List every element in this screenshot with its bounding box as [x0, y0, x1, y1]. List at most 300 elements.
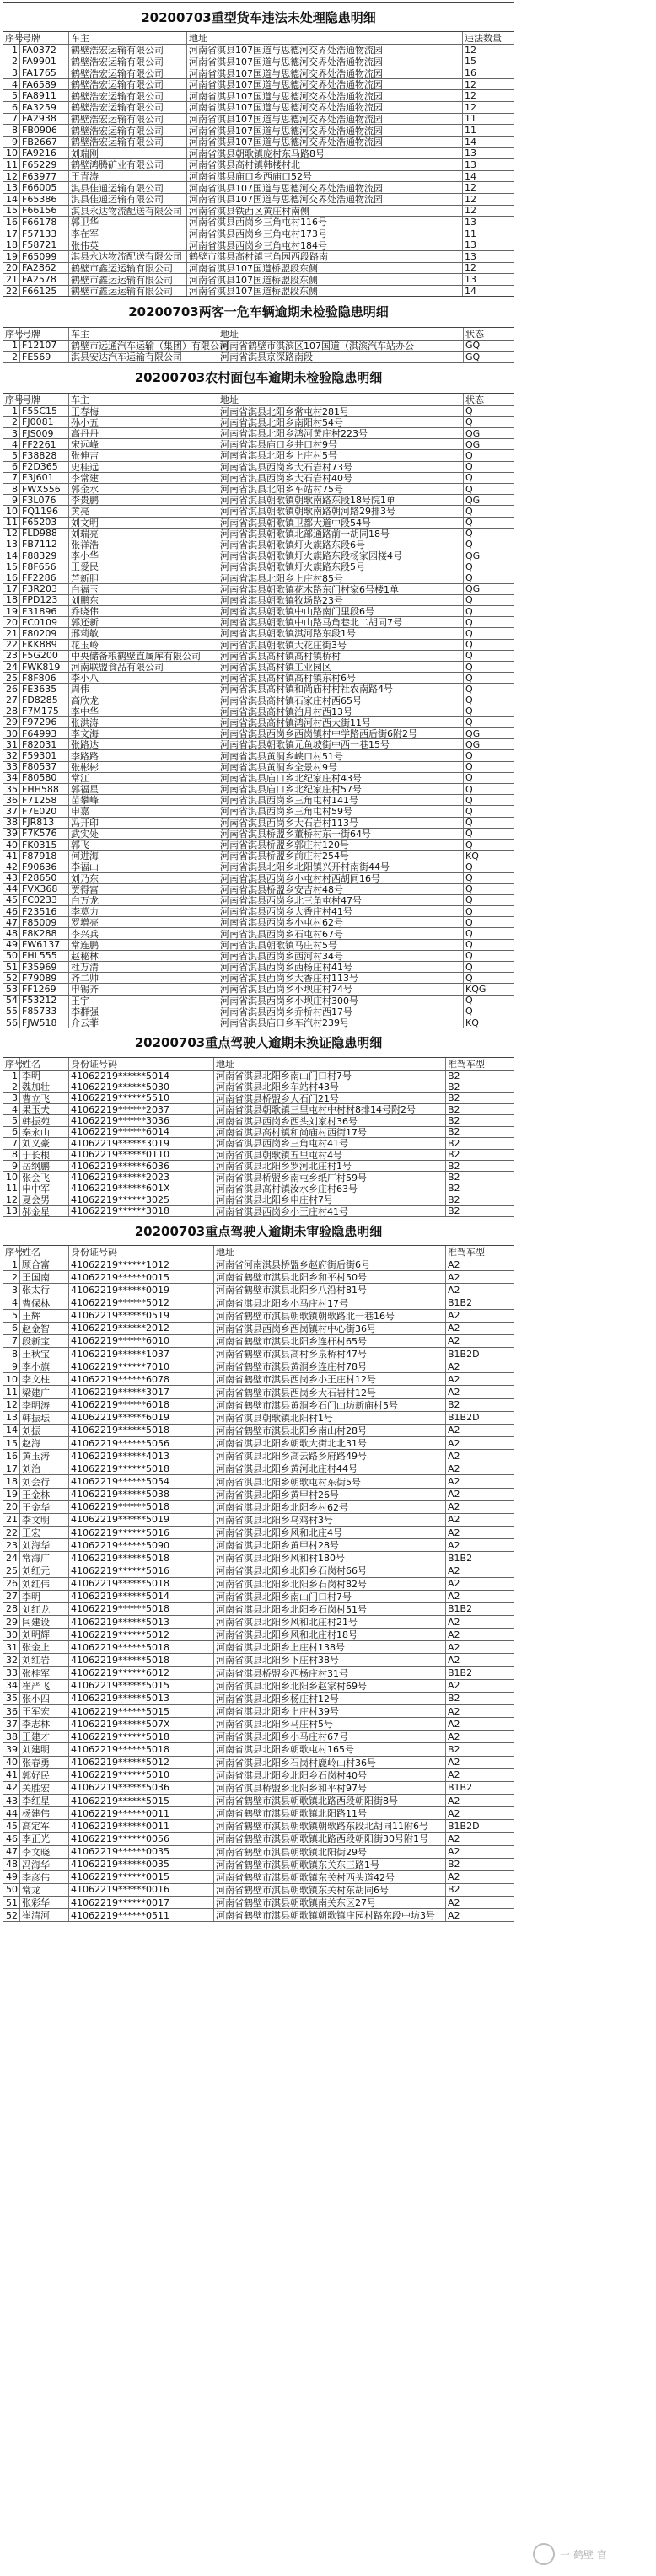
table-cell: 河南省淇县庙口乡井口村9号: [218, 439, 464, 449]
table-cell: 河南省淇县北阳乡北阳乡石岗村40号: [214, 1769, 446, 1781]
table-cell: 顾合富: [20, 1258, 69, 1270]
table-cell: 淇县佳通运输有限公司: [69, 182, 187, 193]
table-cell: 段新宝: [20, 1335, 69, 1347]
table-cell: 河南省淇县黄洞乡峡口村51号: [218, 750, 464, 760]
table-cell: FA2862: [20, 263, 69, 274]
table-cell: 2: [3, 1271, 20, 1283]
table-cell: 河南省淇县北阳乡朝歌屯村165号: [214, 1743, 446, 1755]
table-cell: 34: [3, 1680, 20, 1692]
table-cell: A2: [448, 1909, 460, 1921]
table-cell: 41062219******507X: [69, 1718, 214, 1730]
header-cell: 序号: [5, 1247, 24, 1258]
table-cell: 7: [3, 114, 20, 125]
table-cell: 刘海华: [20, 1539, 69, 1551]
table-cell: 鹤壁市鑫运运输有限公司: [69, 286, 187, 297]
table-cell: 27: [3, 695, 20, 706]
table-cell: 41062219******0011: [69, 1820, 214, 1832]
table-cell: 高丹丹: [69, 428, 218, 438]
table-cell: Q: [465, 572, 473, 584]
table-cell: 张祥浩: [69, 539, 218, 550]
table-cell: 刘治: [20, 1462, 69, 1474]
table-cell: Q: [465, 761, 473, 773]
table-cell: 34: [3, 773, 20, 783]
table-cell: 52: [3, 973, 20, 983]
table-cell: 李明: [20, 1591, 69, 1602]
table-cell: A2: [448, 1360, 460, 1372]
table-cell: 黄亮: [69, 506, 218, 516]
table-cell: 李文晓: [20, 1846, 69, 1858]
table-cell: 12: [3, 171, 20, 182]
table-cell: 贾得富: [69, 884, 218, 894]
table-cell: 河南省淇县桥盟乡西杨庄村31号: [214, 1667, 446, 1679]
table-cell: 河南省淇县北阳乡上庄村85号: [218, 572, 464, 582]
table-cell: 27: [3, 1591, 20, 1602]
table-cell: FJS009: [20, 428, 69, 438]
table-cell: 韩振苑: [20, 1115, 69, 1125]
table-cell: 44: [3, 1807, 20, 1819]
table-cell: 19: [3, 606, 20, 616]
table-cell: F7M175: [20, 706, 69, 716]
table-cell: 河南省淇县西岗乡西河村34号: [218, 951, 464, 961]
table-cell: 52: [3, 1909, 20, 1921]
table-cell: F71258: [20, 795, 69, 805]
table-row: [3, 1718, 514, 1731]
table-cell: 鹤壁浩宏运输有限公司: [69, 90, 187, 101]
table-cell: 河南省鹤壁市淇县朝歌镇北阳路11号: [214, 1807, 446, 1819]
table-cell: 刘乃东: [69, 873, 218, 883]
table-cell: 3: [3, 428, 20, 438]
table-cell: 史桂远: [69, 462, 218, 472]
table-cell: 罗增亮: [69, 917, 218, 927]
table-cell: FA3259: [20, 102, 69, 113]
table-cell: FE3635: [20, 684, 69, 694]
table-cell: 河南省淇县高村镇泊月村西13号: [218, 706, 464, 716]
table-cell: 41062219******5054: [69, 1475, 214, 1487]
table-cell: 齐二帅: [69, 973, 218, 983]
table-cell: Q: [465, 750, 473, 762]
table-cell: 22: [3, 1527, 20, 1538]
table-cell: 河南省淇县107国道与思德河交界处浩通物流园: [187, 56, 463, 67]
table-cell: 12: [3, 1194, 20, 1205]
table-cell: B1B2: [448, 1297, 473, 1309]
table-row: [3, 1680, 514, 1693]
watermark-logo-icon: [533, 2543, 555, 2565]
table-cell: Q: [465, 916, 473, 928]
table-cell: Q: [465, 627, 473, 639]
table-cell: 9: [3, 495, 20, 505]
table-cell: 魏加壮: [20, 1081, 69, 1092]
table-cell: F53212: [20, 996, 69, 1006]
table-cell: 41062219******5013: [69, 1693, 214, 1704]
table-row: [3, 1399, 514, 1412]
section-4: [3, 1028, 514, 1217]
table-cell: Q: [465, 706, 473, 717]
header-cell: 车主: [69, 32, 187, 44]
table-row: [3, 1360, 514, 1373]
table-cell: QG: [465, 583, 481, 595]
table-cell: 崔严飞: [20, 1680, 69, 1692]
table-cell: 41062219******0035: [69, 1846, 214, 1858]
table-cell: 河南省淇县107国道桥盟段东侧: [187, 286, 463, 297]
table-cell: 41062219******6014: [69, 1127, 214, 1137]
table-cell: 河南省淇县北阳乡高云路乡府路49号: [214, 1450, 446, 1462]
table-row: [3, 1323, 514, 1335]
table-cell: 41062219******5019: [69, 1514, 214, 1526]
table-cell: 11: [3, 518, 20, 528]
table-cell: 王金林: [20, 1489, 69, 1500]
table-cell: 河南省淇县黄洞乡全景村9号: [218, 762, 464, 772]
table-cell: Q: [465, 505, 473, 517]
table-cell: 41062219******5018: [69, 1462, 214, 1474]
table-cell: 崔清河: [20, 1909, 69, 1921]
table-cell: 13: [465, 148, 476, 159]
table-cell: A2: [448, 1527, 460, 1538]
table-cell: 45: [3, 895, 20, 905]
table-cell: QG: [465, 738, 481, 750]
table-row: [3, 1654, 514, 1666]
table-cell: 13: [3, 182, 20, 193]
table-cell: Q: [465, 995, 473, 1006]
table-cell: 41062219******6012: [69, 1667, 214, 1679]
table-cell: 41062219******5015: [69, 1705, 214, 1717]
table-cell: 12: [465, 44, 476, 56]
table-cell: Q: [465, 905, 473, 917]
table-cell: 13: [465, 250, 476, 262]
table-cell: Q: [465, 449, 473, 461]
table-cell: 河南省淇县庙口乡北纪家庄村57号: [218, 784, 464, 794]
table-cell: 淇县安达汽车运输有限公司: [69, 352, 218, 362]
table-cell: 33: [3, 1667, 20, 1679]
table-row: [3, 1296, 514, 1309]
table-cell: 17: [3, 1462, 20, 1474]
table-cell: 河南省淇县107国道与思德河交界处浩通物流园: [187, 45, 463, 56]
table-cell: 高定军: [20, 1820, 69, 1832]
table-cell: 41062219******5016: [69, 1564, 214, 1576]
table-cell: FPD123: [20, 595, 69, 605]
table-cell: 35: [3, 1693, 20, 1704]
table-cell: 常江: [69, 773, 218, 783]
table-cell: 13: [3, 539, 20, 550]
table-cell: 郭飞: [69, 840, 218, 850]
table-row: [3, 1489, 514, 1501]
table-cell: A2: [448, 1680, 460, 1692]
table-cell: 41: [3, 851, 20, 861]
table-cell: 19: [3, 1489, 20, 1500]
table-cell: 河南省淇县西岗乡小坝庄村300号: [218, 996, 464, 1006]
table-cell: 2: [3, 417, 20, 427]
table-cell: 河南省淇县朝歌镇卫都大道中段54号: [218, 518, 464, 528]
table-cell: 42: [3, 1782, 20, 1794]
table-cell: 48: [3, 1859, 20, 1870]
table-cell: B2: [448, 1070, 460, 1081]
table-cell: 李彦伟: [20, 1871, 69, 1883]
table-cell: 李群强: [69, 1006, 218, 1017]
header-cell: 序号: [5, 1058, 24, 1070]
table-cell: FA8911: [20, 90, 69, 101]
table-cell: FHH588: [20, 784, 69, 794]
table-cell: 河南省淇县北阳乡车站村43号: [214, 1081, 446, 1092]
table-cell: 河南省淇县高村镇鸿河村西大街11号: [218, 717, 464, 727]
table-cell: 申中军: [20, 1183, 69, 1194]
table-row: [3, 1552, 514, 1564]
table-cell: 41062219******5010: [69, 1769, 214, 1781]
table-cell: F58721: [20, 239, 69, 250]
table-cell: 河南省淇县西岗乡小屯村62号: [218, 917, 464, 927]
header-cell: 序号: [5, 328, 24, 340]
table-cell: 河南省淇县北阳乡申庄村7号: [214, 1194, 446, 1205]
table-cell: 41062219******5015: [69, 1795, 214, 1806]
table-cell: 41062219******5014: [69, 1071, 214, 1081]
table-cell: 河南省淇县北阳乡南阳村54号: [218, 417, 464, 427]
table-cell: FA9901: [20, 56, 69, 67]
table-cell: A2: [448, 1564, 460, 1576]
table-cell: FJ0081: [20, 417, 69, 427]
table-cell: 王金华: [20, 1501, 69, 1513]
table-cell: 41062219******0015: [69, 1271, 214, 1283]
table-cell: 郭好民: [20, 1769, 69, 1781]
table-cell: 26: [3, 1578, 20, 1590]
table-cell: 刘鹏东: [69, 595, 218, 605]
table-cell: Q: [465, 961, 473, 973]
table-cell: 41062219******5018: [69, 1743, 214, 1755]
table-cell: 50: [3, 951, 20, 961]
table-cell: 河南省淇县朝歌镇马庄村5号: [218, 940, 464, 950]
table-cell: 41062219******0110: [69, 1150, 214, 1160]
table-cell: B2: [448, 1092, 460, 1104]
table-cell: 41062219******1012: [69, 1258, 214, 1270]
table-cell: 河南省淇县朝歌镇庞村东马路8号: [187, 148, 463, 158]
table-cell: 河南省淇县朝歌镇牧场路23号: [218, 595, 464, 605]
table-cell: 常海广: [20, 1552, 69, 1564]
section-title: 20200703重点驾驶人逾期未审验隐患明细: [3, 1216, 514, 1246]
table-cell: 16: [3, 1450, 20, 1462]
table-cell: 河南省淇县北阳乡小马庄村67号: [214, 1731, 446, 1742]
table-cell: 49: [3, 1871, 20, 1883]
table-cell: 王爱民: [69, 561, 218, 572]
table-cell: 41062219******0056: [69, 1833, 214, 1844]
table-cell: 3: [3, 67, 20, 78]
table-cell: 12: [465, 193, 476, 205]
table-row: [3, 1386, 514, 1398]
table-cell: Q: [465, 472, 473, 484]
table-row: [3, 1335, 514, 1348]
table-cell: F55C15: [20, 406, 69, 416]
header-cell: 状态: [465, 394, 484, 405]
table-row: [3, 1514, 514, 1527]
table-cell: 河南省淇县西岗乡大香庄村41号: [218, 906, 464, 916]
table-cell: 8: [3, 125, 20, 136]
table-cell: 41062219******5012: [69, 1757, 214, 1768]
table-cell: B2: [448, 1743, 460, 1755]
table-cell: A2: [448, 1450, 460, 1462]
table-cell: F79089: [20, 973, 69, 983]
table-cell: 河南省淇县西岗乡北三角屯村47号: [218, 895, 464, 905]
table-cell: A2: [448, 1373, 460, 1385]
table-cell: 12: [3, 529, 20, 539]
table-cell: 张路达: [69, 739, 218, 749]
table-cell: 花玉岭: [69, 640, 218, 650]
table-cell: 5: [3, 90, 20, 101]
table-cell: 郭福星: [69, 784, 218, 794]
table-cell: 河南省淇县107国道与思德河交界处浩通物流园: [187, 137, 463, 148]
table-row: [3, 1833, 514, 1845]
table-row: [3, 1909, 514, 1922]
table-cell: 李莫力: [69, 906, 218, 916]
table-cell: 41062219******5018: [69, 1501, 214, 1513]
table-cell: 41062219******6036: [69, 1161, 214, 1171]
table-cell: 河南省淇县西岗乡大香庄村113号: [218, 973, 464, 983]
table-row: [3, 1348, 514, 1360]
table-cell: 河南省淇县北阳乡黄甲村28号: [214, 1539, 446, 1551]
table-cell: A2: [448, 1475, 460, 1487]
section-title: 20200703农村面包车逾期未检验隐患明细: [3, 362, 514, 394]
table-cell: 41062219******5018: [69, 1641, 214, 1653]
table-cell: A2: [448, 1641, 460, 1653]
table-cell: 河南省鹤壁市淇县黄洞乡连庄村78号: [214, 1360, 446, 1372]
table-cell: 河南省淇县西岗乡西头刘家村36号: [214, 1115, 446, 1125]
table-cell: F66156: [20, 206, 69, 217]
table-cell: F31896: [20, 606, 69, 616]
table-cell: FF1269: [20, 984, 69, 994]
table-cell: 刘义豪: [20, 1138, 69, 1148]
table-cell: 14: [465, 285, 476, 297]
table-cell: 29: [3, 1616, 20, 1628]
table-cell: 12: [465, 262, 476, 274]
table-cell: Q: [465, 539, 473, 550]
table-row: [3, 1603, 514, 1616]
table-cell: Q: [465, 416, 473, 428]
table-cell: 梁建广: [20, 1386, 69, 1398]
table-cell: A2: [448, 1705, 460, 1717]
table-cell: A2: [448, 1387, 460, 1398]
table-cell: 33: [3, 762, 20, 772]
table-cell: A2: [448, 1335, 460, 1347]
table-cell: A2: [448, 1629, 460, 1640]
table-cell: 冯开印: [69, 818, 218, 828]
table-cell: F28650: [20, 873, 69, 883]
table-cell: 李常建: [69, 473, 218, 483]
table-cell: 7: [3, 1335, 20, 1347]
table-cell: 王宏: [20, 1527, 69, 1538]
table-cell: 41: [3, 1769, 20, 1781]
table-cell: 岳纲鹏: [20, 1161, 69, 1171]
table-cell: F38828: [20, 450, 69, 460]
table-cell: 46: [3, 906, 20, 916]
header-cell: 车主: [69, 328, 218, 340]
table-cell: 41062219******0019: [69, 1284, 214, 1296]
table-cell: 白万龙: [69, 895, 218, 905]
table-cell: 37: [3, 1718, 20, 1730]
table-cell: 李文海: [69, 728, 218, 738]
table-cell: FA9216: [20, 148, 69, 158]
table-cell: 河南省淇县西岗乡小王庄村41号: [214, 1206, 446, 1216]
table-cell: 12: [465, 90, 476, 102]
table-row: [3, 1578, 514, 1591]
table-cell: 冯海华: [20, 1859, 69, 1870]
table-cell: 47: [3, 1846, 20, 1858]
table-cell: 河南省淇县北阳乡马庄村5号: [214, 1718, 446, 1730]
table-cell: 28: [3, 706, 20, 716]
table-cell: Q: [465, 894, 473, 906]
table-cell: 河南省淇县107国道与思德河交界处浩通物流园: [187, 102, 463, 113]
table-cell: Q: [465, 594, 473, 606]
table-cell: 张彬彬: [69, 762, 218, 772]
table-cell: QG: [465, 438, 481, 450]
table-cell: FA6589: [20, 79, 69, 90]
table-cell: 4: [3, 79, 20, 90]
table-cell: 张太行: [20, 1284, 69, 1296]
table-cell: FF2261: [20, 439, 69, 449]
table-cell: 鹤壁市鑫运运输有限公司: [69, 263, 187, 274]
table-cell: A2: [448, 1616, 460, 1628]
table-cell: 李志林: [20, 1718, 69, 1730]
table-cell: Q: [465, 828, 473, 840]
table-cell: 45: [3, 1820, 20, 1832]
table-cell: 河南省鹤壁市淇县高村乡泉桥村47号: [214, 1348, 446, 1360]
table-cell: 38: [3, 1731, 20, 1742]
section-5: [3, 1216, 514, 1922]
table-cell: 河南省淇县西岗乡大石岩村113号: [218, 818, 464, 828]
table-cell: 河南省淇县107国道与思德河交界处浩通物流园: [187, 90, 463, 101]
table-cell: 河南省淇县107国道与思德河交界处浩通物流园: [187, 67, 463, 78]
table-cell: Q: [465, 716, 473, 728]
table-cell: F64993: [20, 728, 69, 738]
table-cell: 12: [465, 205, 476, 217]
table-cell: 50: [3, 1884, 20, 1896]
table-cell: 河南省淇县桥盟乡前庄村254号: [218, 851, 464, 861]
table-cell: B2: [448, 1884, 460, 1896]
table-cell: A2: [448, 1258, 460, 1270]
table-cell: 2: [3, 56, 20, 67]
table-cell: 21: [3, 1514, 20, 1526]
table-cell: 刘瑞亮: [69, 529, 218, 539]
table-cell: 河南省淇县朝歌镇淇河路东段1号: [218, 628, 464, 638]
section-3: [3, 362, 514, 1029]
table-cell: 河南省淇县庙口乡车汽村239号: [218, 1017, 464, 1028]
table-cell: 河南省鹤壁市淇县朝歌镇东关东三路1号: [214, 1859, 446, 1870]
table-cell: FLD988: [20, 529, 69, 539]
table-cell: 41062219******5012: [69, 1629, 214, 1640]
table-cell: F80209: [20, 628, 69, 638]
table-cell: 鹤壁浩宏运输有限公司: [69, 79, 187, 90]
table-cell: 7: [3, 1138, 20, 1148]
table-cell: 李红星: [20, 1795, 69, 1806]
table-cell: F3J601: [20, 473, 69, 483]
table-cell: 河南省淇县北阳乡北阳乡赵家村69号: [214, 1680, 446, 1692]
table-cell: Q: [465, 483, 473, 495]
table-cell: 29: [3, 717, 20, 727]
table-row: [3, 1425, 514, 1437]
table-cell: KQ: [465, 850, 479, 861]
table-cell: 河南省淇县北阳乡朝歌屯村东街5号: [214, 1475, 446, 1487]
table-cell: 河南省淇县107国道与思德河交界处浩通物流园: [187, 194, 463, 205]
table-cell: 介云菲: [69, 1017, 218, 1028]
table-row: [3, 1629, 514, 1641]
table-cell: B2: [448, 1137, 460, 1149]
table-cell: 41062219******5018: [69, 1578, 214, 1590]
table-cell: 张春勇: [20, 1757, 69, 1768]
table-cell: 刘建明: [20, 1743, 69, 1755]
table-cell: 张伟英: [69, 239, 187, 250]
table-row: [3, 1539, 514, 1552]
table-cell: 王建才: [20, 1731, 69, 1742]
table-cell: 7: [3, 473, 20, 483]
table-cell: Q: [465, 794, 473, 806]
table-cell: 41062219******5013: [69, 1616, 214, 1628]
table-cell: GQ: [465, 340, 481, 352]
table-cell: 孙小五: [69, 417, 218, 427]
table-cell: 41062219******0511: [69, 1909, 214, 1921]
